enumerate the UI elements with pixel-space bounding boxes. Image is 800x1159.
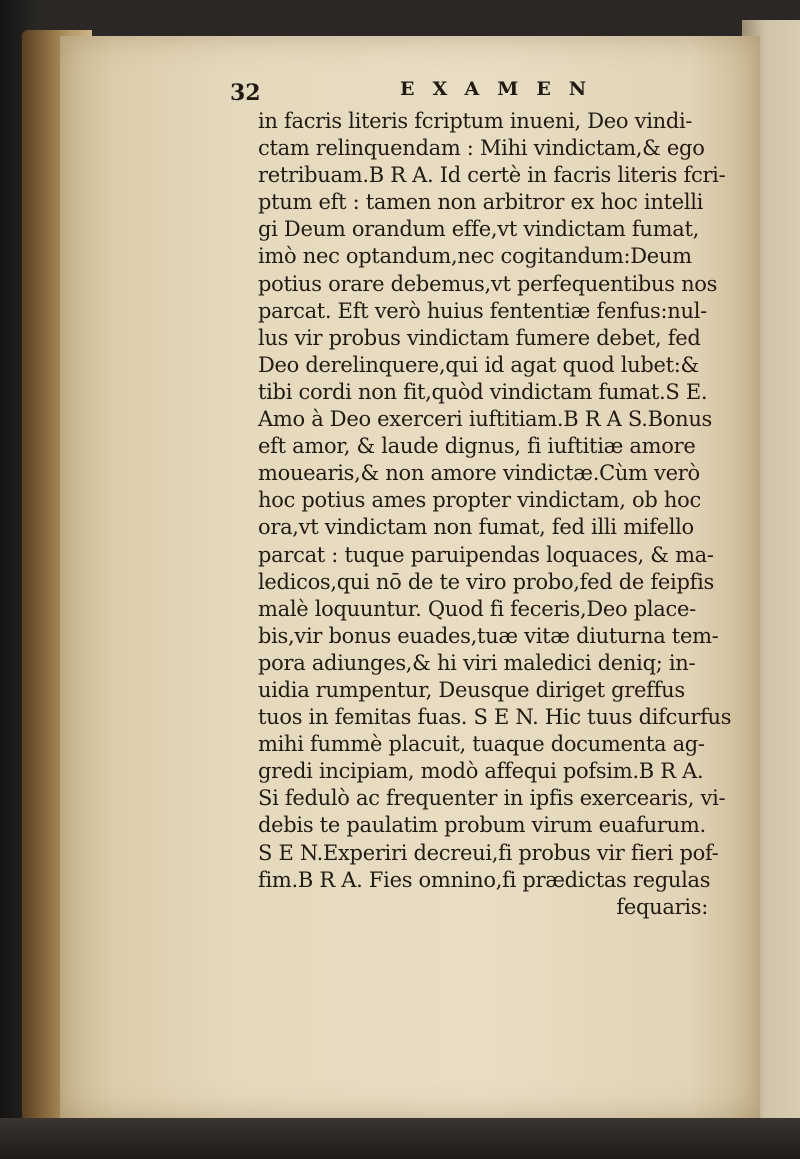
running-head: EXAMEN — [400, 78, 605, 100]
text-line: parcat. Eft verò huius fententiæ fenfus:nul- — [258, 298, 707, 323]
text-line: parcat : tuque paruipendas loquaces, & ma- — [258, 542, 714, 567]
text-line: lus vir probus vindictam fumere debet, fed — [258, 325, 701, 350]
text-line: ledicos,qui nō de te viro probo,fed de feipfis — [258, 569, 714, 594]
text-line: gi Deum orandum effe,vt vindictam fumat, — [258, 217, 699, 242]
text-line: debis te paulatim probum virum euafurum. — [258, 813, 706, 838]
text-line: ctam relinquendam : Mihi vindictam,& ego — [258, 136, 705, 161]
text-line: bis,vir bonus euades,tuæ vitæ diuturna tem- — [258, 623, 719, 648]
text-line: retribuam.B R A. Id certè in facris literis fcri- — [258, 163, 726, 188]
catchword: fequaris: — [616, 894, 708, 919]
text-line: pora adiunges,& hi viri maledici deniq; in- — [258, 650, 696, 675]
text-line: Amo à Deo exerceri iuftitiam.B R A S.Bonus — [258, 407, 713, 432]
text-line: hoc potius ames propter vindictam, ob hoc — [258, 488, 701, 513]
text-line: mihi fummè placuit, tuaque documenta ag- — [258, 732, 705, 757]
text-line: eft amor, & laude dignus, fi iuftitiæ amore — [258, 434, 696, 459]
text-line: tuos in femitas fuas. S E N. Hic tuus difcurfus — [258, 705, 732, 730]
body-text — [258, 108, 732, 921]
text-line: imò nec optandum,nec cogitandum:Deum — [258, 244, 692, 269]
bottom-shadow — [0, 1118, 800, 1159]
page-number: 32 — [230, 80, 261, 106]
text-line: mouearis,& non amore vindictæ.Cùm verò — [258, 461, 700, 486]
text-line: tibi cordi non fit,quòd vindictam fumat.S E. — [258, 379, 708, 404]
text-line: in facris literis fcriptum inueni, Deo vindi- — [258, 109, 693, 133]
text-line: ora,vt vindictam non fumat, fed illi mifello — [258, 515, 694, 540]
page-header — [230, 74, 680, 104]
text-line: S E N.Experiri decreui,fi probus vir fieri pof- — [258, 840, 719, 865]
text-line: potius orare debemus,vt perfequentibus nos — [258, 271, 718, 296]
text-line: uidia rumpentur, Deusque diriget greffus — [258, 677, 685, 702]
text-line: Si fedulò ac frequenter in ipfis exercearis, vi- — [258, 786, 726, 811]
text-line: fim.B R A. Fies omnino,fi prædictas regulas — [258, 867, 711, 892]
text-line: malè loquuntur. Quod fi feceris,Deo place- — [258, 596, 696, 621]
text-line: Deo derelinquere,qui id agat quod lubet:& — [258, 352, 699, 377]
text-line: ptum eft : tamen non arbitror ex hoc intelli — [258, 190, 704, 215]
text-line: gredi incipiam, modò affequi pofsim.B R A. — [258, 759, 704, 784]
